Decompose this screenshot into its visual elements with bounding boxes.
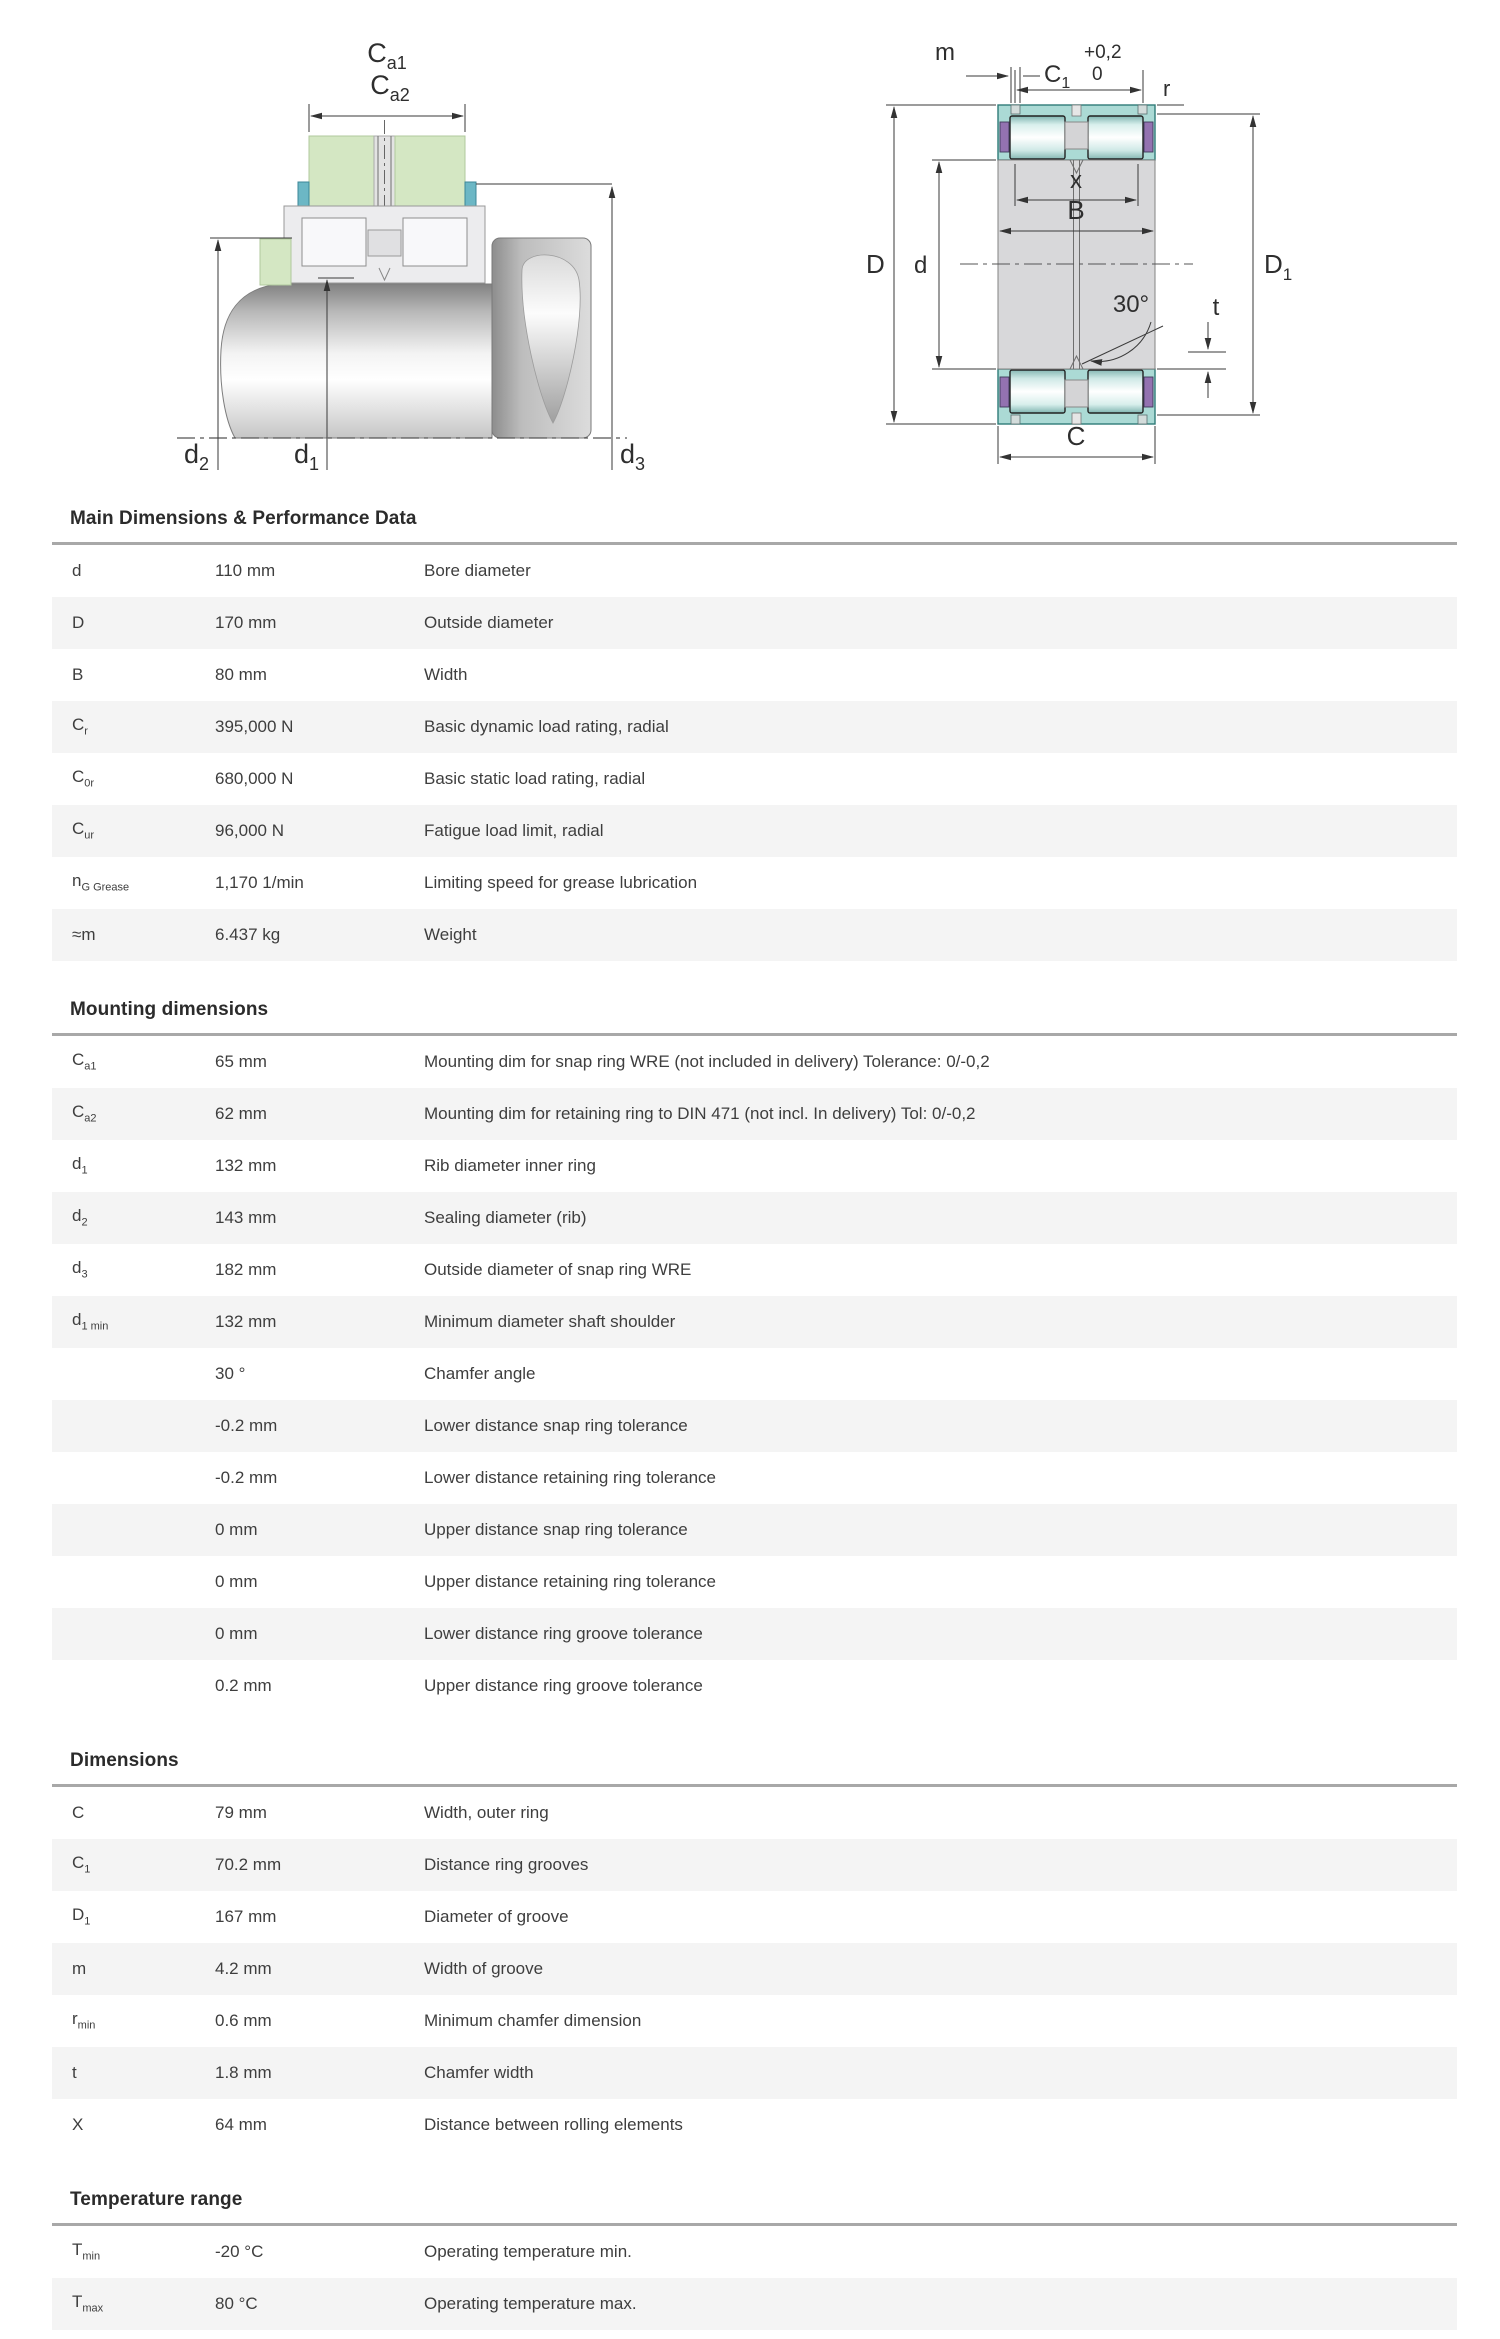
table-row — [52, 1556, 1457, 1608]
row-description: Outside diameter — [424, 613, 554, 633]
label-x: x — [1070, 167, 1082, 194]
table-row — [52, 1839, 1457, 1891]
table-row — [52, 545, 1457, 597]
table-row — [52, 1348, 1457, 1400]
table-row — [52, 1244, 1457, 1296]
row-value: 0 mm — [215, 1624, 258, 1644]
spec-section — [52, 999, 1457, 1712]
table-row — [52, 1891, 1457, 1943]
row-description: Upper distance retaining ring tolerance — [424, 1572, 717, 1592]
label-chamfer-angle: 30° — [1112, 291, 1150, 318]
label-b: B — [1067, 195, 1085, 225]
spec-section — [52, 1750, 1457, 2151]
table-row — [52, 1036, 1457, 1088]
row-description: Minimum chamfer dimension — [424, 2011, 642, 2031]
row-value: 0.2 mm — [215, 1676, 272, 1696]
dim-c — [998, 421, 1155, 464]
row-symbol: $d_2$ — [72, 1206, 88, 1229]
label-r: r — [1163, 76, 1171, 101]
row-symbol: $d_3$ — [72, 1258, 88, 1281]
table-row — [52, 2047, 1457, 2099]
row-value: 167 mm — [215, 1907, 277, 1927]
outer-ring-top — [998, 105, 1155, 160]
table-row — [52, 909, 1457, 961]
label-c1: $C_1$ — [1044, 61, 1071, 92]
dim-c1 — [1015, 42, 1143, 103]
spec-tables — [52, 508, 1457, 2330]
technical-drawings — [0, 0, 1500, 473]
row-description: Lower distance snap ring tolerance — [424, 1416, 688, 1436]
spec-section — [52, 508, 1457, 961]
row-description: Width of groove — [424, 1959, 544, 1979]
row-description: Lower distance retaining ring tolerance — [424, 1468, 717, 1488]
section-title: Mounting dimensions — [70, 999, 269, 1020]
row-value: 182 mm — [215, 1260, 277, 1280]
row-symbol: d — [72, 561, 82, 581]
table-row — [52, 1608, 1457, 1660]
row-description: Sealing diameter (rib) — [424, 1208, 587, 1228]
row-description: Chamfer width — [424, 2063, 534, 2083]
row-value: 80 °C — [215, 2294, 258, 2314]
row-description: Diameter of groove — [424, 1907, 569, 1927]
row-symbol: $r_{min}$ — [72, 2009, 96, 2032]
label-c: C — [1066, 421, 1086, 451]
row-symbol: $n_{G Grease}$ — [72, 871, 130, 894]
row-value: 1,170 1/min — [215, 873, 304, 893]
table-row — [52, 857, 1457, 909]
row-description: Basic dynamic load rating, radial — [424, 717, 669, 737]
row-symbol: C — [72, 1803, 85, 1823]
table-row — [52, 1452, 1457, 1504]
row-description: Limiting speed for grease lubrication — [424, 873, 698, 893]
row-description: Minimum diameter shaft shoulder — [424, 1312, 676, 1332]
row-symbol: ≈m — [72, 925, 96, 945]
row-description: Lower distance ring groove tolerance — [424, 1624, 703, 1644]
table-row — [52, 1296, 1457, 1348]
row-value: 1.8 mm — [215, 2063, 272, 2083]
section-title: Dimensions — [70, 1750, 179, 1771]
row-value: 680,000 N — [215, 769, 294, 789]
row-description: Mounting dim for retaining ring to DIN 471 (not incl. In delivery) Tol: 0/-0,2 — [424, 1104, 976, 1124]
row-value: 79 mm — [215, 1803, 267, 1823]
row-description: Mounting dim for snap ring WRE (not included in delivery) Tolerance: 0/-0,2 — [424, 1052, 990, 1072]
bearing-mounting-drawing — [122, 18, 687, 473]
row-value: 62 mm — [215, 1104, 267, 1124]
label-ca1: $C_{a1}$ — [367, 38, 407, 73]
row-description: Fatigue load limit, radial — [424, 821, 604, 841]
table-row — [52, 1504, 1457, 1556]
row-value: 395,000 N — [215, 717, 294, 737]
label-d-outside: D — [866, 249, 885, 279]
row-symbol: $T_{min}$ — [72, 2240, 101, 2263]
row-value: -20 °C — [215, 2242, 264, 2262]
row-description: Rib diameter inner ring — [424, 1156, 596, 1176]
label-t: t — [1212, 294, 1220, 321]
bearing-body — [284, 206, 485, 283]
table-row — [52, 1787, 1457, 1839]
row-value: 30 ° — [215, 1364, 246, 1384]
table-row — [52, 1660, 1457, 1712]
row-symbol: $C_{ur}$ — [72, 819, 95, 842]
label-m: m — [935, 39, 955, 66]
spec-section — [52, 2189, 1457, 2330]
row-value: 110 mm — [215, 561, 276, 581]
row-symbol: $T_{max}$ — [72, 2292, 104, 2315]
label-c1-tol-lower: 0 — [1092, 64, 1103, 85]
section-title: Temperature range — [70, 2189, 243, 2210]
row-description: Distance between rolling elements — [424, 2115, 683, 2135]
label-c1-tol-upper: +0,2 — [1084, 42, 1122, 63]
row-symbol: $C_r$ — [72, 715, 88, 738]
row-value: 132 mm — [215, 1312, 277, 1332]
row-value: 64 mm — [215, 2115, 267, 2135]
row-description: Width, outer ring — [424, 1803, 549, 1823]
label-ca2: $C_{a2}$ — [370, 70, 410, 105]
table-row — [52, 1192, 1457, 1244]
row-description: Operating temperature min. — [424, 2242, 632, 2262]
row-value: 70.2 mm — [215, 1855, 282, 1875]
row-symbol: D — [72, 613, 85, 633]
table-row — [52, 1995, 1457, 2047]
row-description: Operating temperature max. — [424, 2294, 637, 2314]
label-d-bore: d — [914, 252, 928, 279]
row-symbol: m — [72, 1959, 87, 1979]
table-row — [52, 2226, 1457, 2278]
outer-ring-bottom — [998, 369, 1155, 424]
row-description: Upper distance snap ring tolerance — [424, 1520, 688, 1540]
dim-r — [1157, 76, 1184, 105]
table-row — [52, 649, 1457, 701]
row-symbol: $d_{1 min}$ — [72, 1310, 109, 1333]
row-description: Basic static load rating, radial — [424, 769, 646, 789]
seal-ring — [260, 239, 291, 285]
label-d2: $d_2$ — [184, 439, 210, 473]
row-symbol: $D_1$ — [72, 1905, 91, 1928]
row-value: 132 mm — [215, 1156, 277, 1176]
row-value: 0.6 mm — [215, 2011, 272, 2031]
table-row — [52, 1943, 1457, 1995]
row-description: Outside diameter of snap ring WRE — [424, 1260, 692, 1280]
row-symbol: $C_{0r}$ — [72, 767, 95, 790]
row-value: 4.2 mm — [215, 1959, 272, 1979]
row-value: 0 mm — [215, 1572, 258, 1592]
row-value: 6.437 kg — [215, 925, 281, 945]
row-symbol: $d_1$ — [72, 1154, 88, 1177]
row-symbol: t — [72, 2063, 77, 2083]
shaft — [221, 284, 492, 438]
row-value: -0.2 mm — [215, 1468, 278, 1488]
row-description: Distance ring grooves — [424, 1855, 589, 1875]
row-description: Upper distance ring groove tolerance — [424, 1676, 703, 1696]
label-d1: $d_1$ — [294, 439, 320, 473]
row-value: 96,000 N — [215, 821, 284, 841]
row-symbol: $C_{a2}$ — [72, 1102, 97, 1125]
dim-t — [1157, 294, 1226, 398]
row-symbol: B — [72, 665, 84, 685]
row-value: 80 mm — [215, 665, 267, 685]
table-row — [52, 701, 1457, 753]
row-description: Chamfer angle — [424, 1364, 536, 1384]
row-description: Weight — [424, 925, 477, 945]
shaft-shoulder — [492, 238, 591, 438]
row-symbol: X — [72, 2115, 84, 2135]
table-row — [52, 1400, 1457, 1452]
row-value: -0.2 mm — [215, 1416, 278, 1436]
row-value: 143 mm — [215, 1208, 277, 1228]
snap-ring-right — [465, 182, 476, 209]
dim-m — [935, 39, 1040, 103]
snap-ring-left — [298, 182, 309, 209]
bearing-cross-section-drawing — [848, 12, 1388, 492]
dim-ca — [309, 38, 465, 132]
table-row — [52, 805, 1457, 857]
table-row — [52, 1088, 1457, 1140]
table-row — [52, 597, 1457, 649]
section-title: Main Dimensions & Performance Data — [70, 508, 417, 529]
table-row — [52, 1140, 1457, 1192]
table-row — [52, 2278, 1457, 2330]
row-description: Bore diameter — [424, 561, 531, 581]
row-symbol: $C_1$ — [72, 1853, 91, 1876]
row-value: 65 mm — [215, 1052, 267, 1072]
table-row — [52, 753, 1457, 805]
row-value: 170 mm — [215, 613, 277, 633]
label-d3: $d_3$ — [620, 439, 646, 473]
row-symbol: $C_{a1}$ — [72, 1050, 97, 1073]
label-d1-groove: $D_1$ — [1264, 249, 1293, 284]
row-value: 0 mm — [215, 1520, 258, 1540]
row-description: Width — [424, 665, 468, 685]
table-row — [52, 2099, 1457, 2151]
